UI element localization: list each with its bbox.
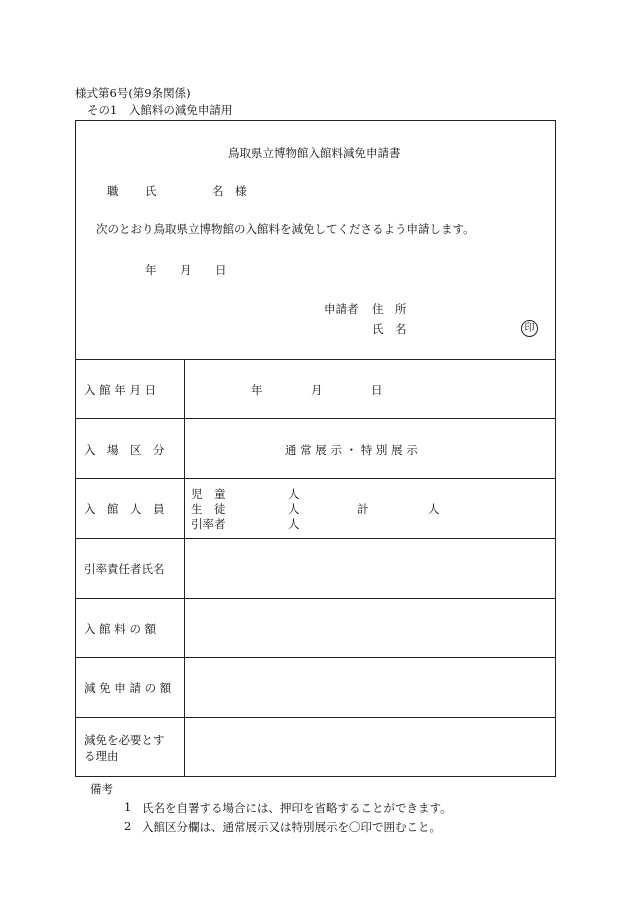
column-divider — [184, 359, 185, 777]
children-unit: 人 — [288, 487, 300, 501]
leaders-unit: 人 — [288, 517, 300, 531]
visit-month: 月 — [311, 383, 323, 397]
category-value: 通 常 展 示 ・ 特 別 展 示 — [285, 443, 418, 457]
address-label: 住 所 — [372, 302, 407, 316]
addressee-honorific: 名 様 — [212, 184, 247, 198]
category-label: 入 場 区 分 — [84, 443, 165, 457]
reason-label-line2: る理由 — [84, 749, 119, 763]
application-statement: 次のとおり鳥取県立博物館の入館料を減免してくださるよう申請します。 — [96, 222, 475, 236]
fee-label: 入 館 料 の 額 — [84, 622, 157, 636]
row-divider — [75, 657, 556, 658]
form-number: 様式第6号(第9条関係) — [75, 86, 191, 100]
date-month: 月 — [180, 263, 192, 277]
note-text: 入館区分欄は、通常展示又は特別展示を〇印で囲むこと。 — [142, 820, 441, 834]
note-number: 1 — [124, 800, 132, 814]
addressee-position: 職 — [107, 184, 119, 198]
date-year: 年 — [145, 263, 157, 277]
row-divider — [75, 598, 556, 599]
row-divider — [75, 418, 556, 419]
visit-date-label: 入 館 年 月 日 — [84, 383, 157, 397]
seal-mark: 印 — [521, 320, 538, 337]
form-title: 鳥取県立博物館入館料減免申請書 — [228, 146, 401, 160]
applicant-label: 申請者 — [324, 302, 359, 316]
note-text: 氏名を自署する場合には、押印を省略することができます。 — [142, 801, 452, 815]
note-number: 2 — [124, 819, 132, 833]
students-unit: 人 — [288, 502, 300, 516]
reason-label-line1: 減免を必要とす — [84, 733, 165, 747]
visit-year: 年 — [251, 383, 263, 397]
students-label: 生 徒 — [191, 502, 226, 516]
form-subtitle: その1 入館料の減免申請用 — [87, 103, 233, 117]
notes-heading: 備考 — [90, 782, 113, 796]
children-label: 児 童 — [191, 487, 226, 501]
leader-name-label: 引率責任者氏名 — [84, 562, 165, 576]
date-day: 日 — [215, 263, 227, 277]
row-divider — [75, 359, 556, 360]
visit-day: 日 — [371, 383, 383, 397]
addressee-name: 氏 — [145, 184, 157, 198]
total-unit: 人 — [428, 502, 440, 516]
total-label: 計 — [357, 502, 369, 516]
row-divider — [75, 478, 556, 479]
reduction-label: 減 免 申 請 の 額 — [84, 681, 172, 695]
row-divider — [75, 717, 556, 718]
leaders-label: 引率者 — [191, 517, 226, 531]
row-divider — [75, 538, 556, 539]
name-label: 氏 名 — [372, 322, 407, 336]
visitors-label: 入 館 人 員 — [84, 502, 165, 516]
